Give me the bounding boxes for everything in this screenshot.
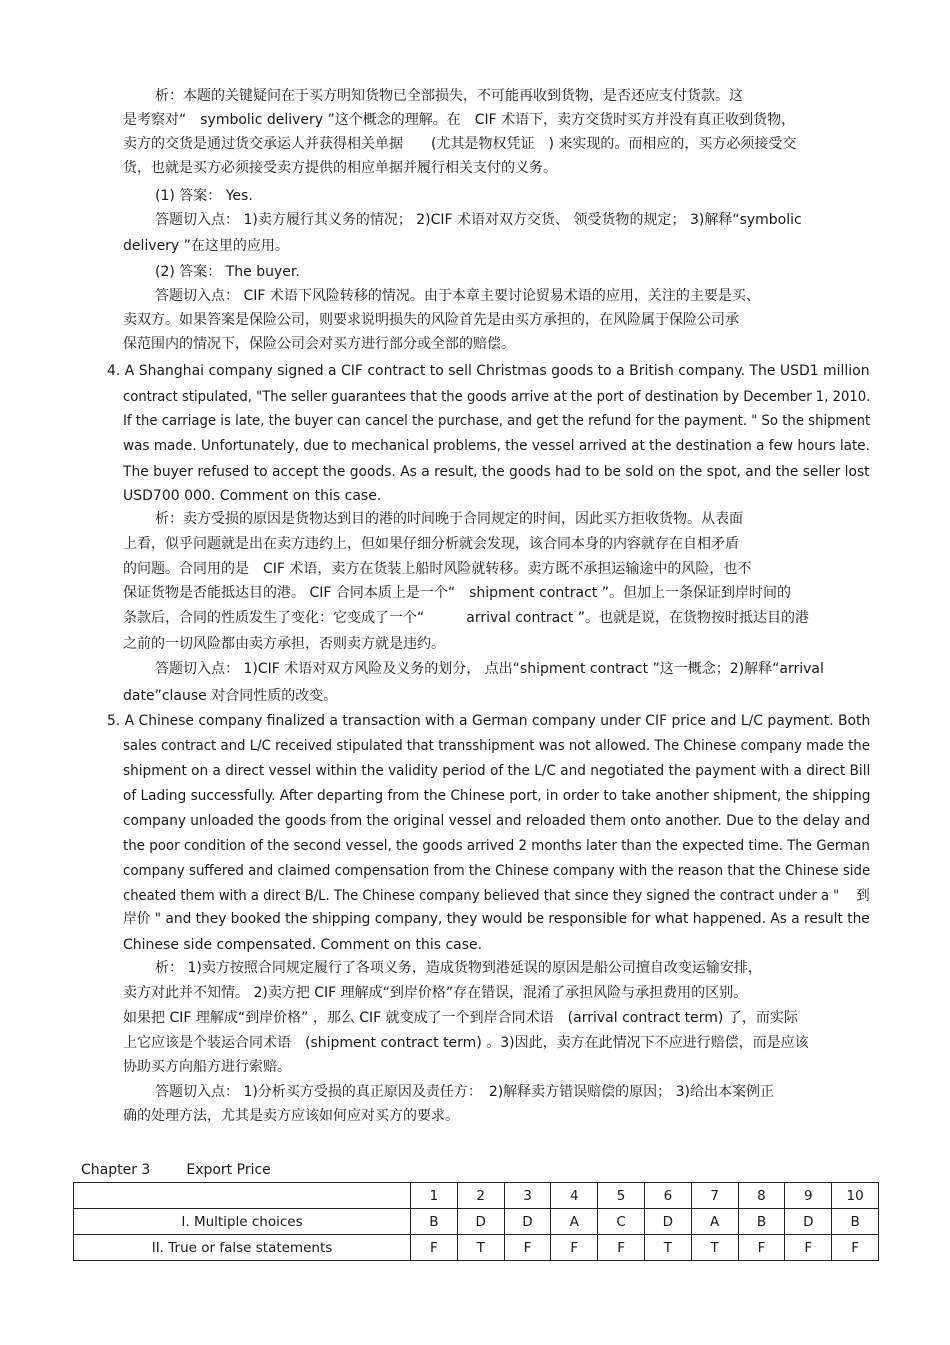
text-line: (2) 答案： The buyer.	[155, 264, 300, 280]
column-number: 9	[785, 1183, 832, 1209]
answer-cell: T	[644, 1235, 691, 1261]
answer-cell: D	[785, 1209, 832, 1235]
answer-table	[73, 1182, 879, 1261]
answer-cell: D	[644, 1209, 691, 1235]
text-line: 卖方的交货是通过货交承运人并获得相关单据 (尤其是物权凭证 ) 来实现的。而相应的，买方必须接受交	[123, 136, 797, 152]
column-number: 1	[411, 1183, 458, 1209]
text-line: USD700 000. Comment on this case.	[123, 488, 382, 504]
chapter-title: Export Price	[186, 1162, 271, 1178]
answer-cell: F	[411, 1235, 458, 1261]
text-line: The buyer refused to accept the goods. As a result, the goods had to be sold on the spot, and the seller lost	[123, 464, 870, 480]
answer-cell: T	[691, 1235, 738, 1261]
text-line: 上看，似乎问题就是出在卖方违约上，但如果仔细分析就会发现，该合同本身的内容就存在自相矛盾	[123, 536, 739, 552]
text-line: 之前的一切风险都由卖方承担，否则卖方就是违约。	[123, 636, 445, 652]
text-line: company suffered and claimed compensation from the Chinese company with the reason that the Chinese side	[123, 863, 871, 879]
row-label: I. Multiple choices	[74, 1209, 411, 1235]
chapter-heading	[81, 1160, 271, 1180]
answer-cell: B	[411, 1209, 458, 1235]
text-line: 条款后，合同的性质发生了变化：它变成了一个“ arrival contract ”。也就是说，在货物按时抵达目的港	[123, 610, 810, 626]
column-number: 5	[598, 1183, 645, 1209]
answer-cell: T	[457, 1235, 504, 1261]
text-line: 岸价 " and they booked the shipping company, they would be responsible for what happened. As a result the	[123, 911, 870, 927]
text-line: shipment on a direct vessel within the validity period of the L/C and negotiated the payment with a direct Bill	[123, 763, 871, 779]
answer-cell: B	[738, 1209, 785, 1235]
column-number: 7	[691, 1183, 738, 1209]
answer-cell: C	[598, 1209, 645, 1235]
answer-cell: F	[832, 1235, 879, 1261]
text-line: 协助买方向船方进行索赔。	[123, 1059, 291, 1075]
column-number: 4	[551, 1183, 598, 1209]
answer-cell: F	[551, 1235, 598, 1261]
answer-cell: D	[504, 1209, 551, 1235]
column-number: 3	[504, 1183, 551, 1209]
text-line: 卖双方。如果答案是保险公司，则要求说明损失的风险首先是由买方承担的，在风险属于保险公司承	[123, 312, 739, 328]
text-line: 答题切入点： 1)卖方履行其义务的情况； 2)CIF 术语对双方交货、 领受货物的规定； 3)解释“symbolic	[155, 212, 802, 228]
answer-table-header	[74, 1183, 879, 1209]
text-line: was made. Unfortunately, due to mechanical problems, the vessel arrived at the destination a few hours late.	[123, 438, 870, 454]
text-line: company unloaded the goods from the original vessel and reloaded them onto another. Due to the delay and	[123, 813, 871, 829]
text-line: of Lading successfully. After departing from the Chinese port, in order to take another shipment, the shipping	[123, 788, 871, 804]
text-line: 是考察对“ symbolic delivery ”这个概念的理解。在 CIF 术语下，卖方交货时买方并没有真正收到货物，	[123, 112, 796, 128]
answer-row-true-false	[74, 1235, 879, 1261]
answer-cell: F	[504, 1235, 551, 1261]
text-line: 保证货物是否能抵达目的港。 CIF 合同本质上是一个“ shipment contract ”。但加上一条保证到岸时间的	[123, 585, 791, 601]
answer-cell: A	[691, 1209, 738, 1235]
answer-cell: B	[832, 1209, 879, 1235]
text-line: date”clause 对合同性质的改变。	[123, 688, 338, 704]
column-number: 2	[457, 1183, 504, 1209]
answer-cell: A	[551, 1209, 598, 1235]
row-label: II. True or false statements	[74, 1235, 411, 1261]
text-line: 4. A Shanghai company signed a CIF contract to sell Christmas goods to a British company. The USD1 million	[107, 363, 870, 379]
text-line: 卖方对此并不知情。 2)卖方把 CIF 理解成“到岸价格”存在错误，混淆了承担风险与承担费用的区别。	[123, 985, 748, 1001]
text-line: If the carriage is late, the buyer can cancel the purchase, and get the refund for the payment. " So the shipment	[123, 413, 871, 429]
column-number: 8	[738, 1183, 785, 1209]
text-line: (1) 答案： Yes.	[155, 188, 253, 204]
answer-cell: F	[785, 1235, 832, 1261]
text-line: 确的处理方法，尤其是卖方应该如何应对买方的要求。	[123, 1108, 459, 1124]
text-line: 的问题。合同用的是 CIF 术语，卖方在货装上船时风险就转移。卖方既不承担运输途中的风险，也不	[123, 561, 752, 577]
column-number: 10	[832, 1183, 879, 1209]
answer-cell: D	[457, 1209, 504, 1235]
text-line: 5. A Chinese company finalized a transaction with a German company under CIF price and L/C payment. Both	[107, 713, 871, 729]
text-line: 货，也就是买方必须接受卖方提供的相应单据并履行相关支付的义务。	[123, 160, 557, 176]
text-line: 答题切入点： CIF 术语下风险转移的情况。由于本章主要讨论贸易术语的应用，关注的主要是买、	[155, 288, 760, 304]
text-line: cheated them with a direct B/L. The Chinese company believed that since they signed the contract under a " 到	[123, 888, 870, 904]
text-line: 析：本题的关键疑问在于买方明知货物已全部损失，不可能再收到货物，是否还应支付货款。这	[155, 88, 743, 104]
text-line: 析： 1)卖方按照合同规定履行了各项义务，造成货物到港延误的原因是船公司擅自改变运输安排，	[155, 960, 762, 976]
answer-cell: F	[598, 1235, 645, 1261]
text-line: delivery ”在这里的应用。	[123, 238, 289, 254]
header-blank-cell	[74, 1183, 411, 1209]
text-line: 保范围内的情况下，保险公司会对买方进行部分或全部的赔偿。	[123, 336, 515, 352]
text-line: Chinese side compensated. Comment on this case.	[123, 937, 483, 953]
text-line: 答题切入点： 1)分析买方受损的真正原因及责任方： 2)解释卖方错误赔偿的原因； 3)给出本案例正	[155, 1084, 775, 1100]
text-line: 如果把 CIF 理解成“到岸价格” ，那么 CIF 就变成了一个到岸合同术语 (arrival contract term) 了，而实际	[123, 1010, 798, 1026]
text-line: contract stipulated, "The seller guarantees that the goods arrive at the port of destination by December 1, 2010.	[123, 389, 871, 405]
answer-row-multiple-choices	[74, 1209, 879, 1235]
answer-cell: F	[738, 1235, 785, 1261]
column-number: 6	[644, 1183, 691, 1209]
text-line: sales contract and L/C received stipulated that transshipment was not allowed. The Chinese company made the	[123, 738, 870, 754]
text-line: 上它应该是个装运合同术语 (shipment contract term) 。3)因此，卖方在此情况下不应进行赔偿，而是应该	[123, 1035, 809, 1051]
text-line: the poor condition of the second vessel, the goods arrived 2 months later than the expected time. The German	[123, 838, 870, 854]
text-line: 析：卖方受损的原因是货物达到目的港的时间晚于合同规定的时间，因此买方拒收货物。从表面	[155, 511, 743, 527]
text-line: 答题切入点： 1)CIF 术语对双方风险及义务的划分， 点出“shipment contract ”这一概念；2)解释“arrival	[155, 661, 824, 677]
chapter-number: Chapter 3	[81, 1162, 151, 1178]
